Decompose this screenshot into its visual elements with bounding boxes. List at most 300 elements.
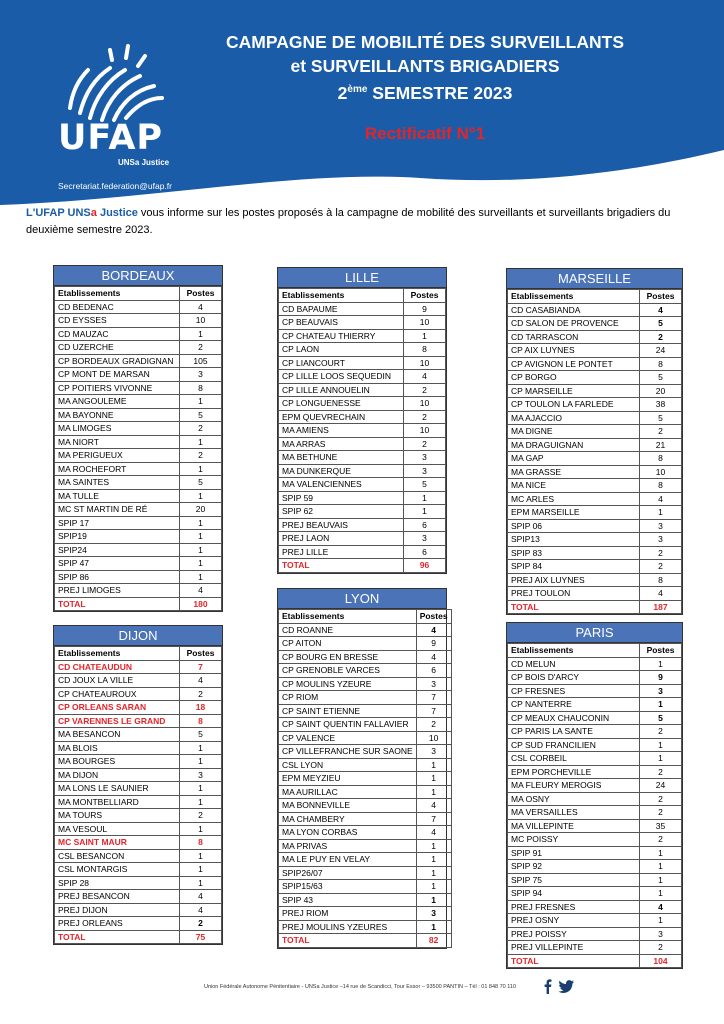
table-row: [55, 728, 222, 742]
table-row: [279, 691, 452, 705]
table-row: [55, 863, 222, 877]
establishment-cell: CD CASABIANDA: [508, 303, 640, 317]
table-row: [55, 903, 222, 917]
table-row: [279, 518, 446, 532]
table-row: [55, 795, 222, 809]
posts-cell: 3: [416, 677, 451, 691]
total-row: [55, 930, 222, 944]
table-row: [508, 425, 682, 439]
column-header-posts: Postes: [416, 610, 451, 624]
establishment-cell: MA BLOIS: [55, 741, 180, 755]
posts-cell: 38: [640, 398, 682, 412]
posts-cell: 1: [180, 849, 222, 863]
establishment-cell: CD BEDENAC: [55, 300, 180, 314]
establishment-cell: SPIP 94: [508, 887, 640, 901]
posts-cell: 1: [180, 557, 222, 571]
establishment-cell: PREJ ORLEANS: [55, 917, 180, 931]
establishment-cell: PREJ LILLE: [279, 545, 404, 559]
table-row: [279, 383, 446, 397]
table-row: [279, 907, 452, 921]
establishment-cell: CP CHATEAUROUX: [55, 687, 180, 701]
table-row: [508, 819, 682, 833]
establishment-cell: CP LONGUENESSE: [279, 397, 404, 411]
column-header-establishments: Etablissements: [508, 644, 640, 658]
table-row: [508, 479, 682, 493]
establishment-cell: SPIP 62: [279, 505, 404, 519]
posts-cell: 8: [180, 381, 222, 395]
establishment-cell: PREJ DIJON: [55, 903, 180, 917]
table-row: [508, 900, 682, 914]
table-row: [508, 533, 682, 547]
posts-cell: 1: [640, 506, 682, 520]
table-row: [55, 300, 222, 314]
posts-cell: 9: [640, 671, 682, 685]
posts-cell: 2: [180, 422, 222, 436]
title-line-1: CAMPAGNE DE MOBILITÉ DES SURVEILLANTS: [226, 32, 624, 52]
region-table-paris: [506, 622, 683, 969]
region-title: BORDEAUX: [54, 266, 222, 286]
establishment-cell: MA ANGOULEME: [55, 395, 180, 409]
establishment-cell: MC ST MARTIN DE RÉ: [55, 503, 180, 517]
table-row: [55, 584, 222, 598]
posts-cell: 1: [180, 863, 222, 877]
intro-text: vous informe sur les postes proposés à la campagne de mobilité des surveillants et surveillants brigadiers du deuxième semestre 2023.: [26, 207, 671, 236]
table-row: [508, 941, 682, 955]
posts-cell: 1: [416, 866, 451, 880]
table-row: [279, 839, 452, 853]
posts-cell: 1: [416, 839, 451, 853]
establishment-cell: SPIP 47: [55, 557, 180, 571]
posts-cell: 3: [640, 927, 682, 941]
region-title: LILLE: [278, 268, 446, 288]
intro-brand: L'UFAP UNSa Justice: [26, 207, 138, 219]
total-value: 82: [416, 934, 451, 948]
posts-cell: 1: [180, 741, 222, 755]
social-icons: [541, 978, 577, 994]
posts-table: [54, 286, 222, 611]
table-row: [508, 587, 682, 601]
establishment-cell: MA VALENCIENNES: [279, 478, 404, 492]
table-row: [55, 768, 222, 782]
table-row: [279, 704, 452, 718]
establishment-cell: CP AIX LUYNES: [508, 344, 640, 358]
posts-cell: 8: [640, 452, 682, 466]
table-row: [279, 410, 446, 424]
posts-cell: 1: [416, 853, 451, 867]
table-row: [55, 687, 222, 701]
establishment-cell: CD MAUZAC: [55, 327, 180, 341]
total-value: 180: [180, 597, 222, 611]
posts-cell: 4: [180, 674, 222, 688]
posts-cell: 1: [180, 516, 222, 530]
posts-cell: 1: [416, 920, 451, 934]
posts-cell: 105: [180, 354, 222, 368]
posts-cell: 1: [640, 657, 682, 671]
establishment-cell: MA AMIENS: [279, 424, 404, 438]
page-title: [200, 30, 650, 105]
table-row: [55, 849, 222, 863]
establishment-cell: PREJ TOULON: [508, 587, 640, 601]
posts-cell: 1: [640, 873, 682, 887]
establishment-cell: CP PARIS LA SANTE: [508, 725, 640, 739]
posts-cell: 1: [180, 327, 222, 341]
table-row: [55, 341, 222, 355]
table-row: [508, 465, 682, 479]
posts-cell: 5: [180, 728, 222, 742]
establishment-cell: MA BAYONNE: [55, 408, 180, 422]
table-row: [508, 698, 682, 712]
establishment-cell: MA DIJON: [55, 768, 180, 782]
title-line-2: et SURVEILLANTS BRIGADIERS: [290, 56, 560, 76]
column-header-posts: Postes: [180, 287, 222, 301]
establishment-cell: SPIP24: [55, 543, 180, 557]
posts-cell: 3: [180, 368, 222, 382]
table-row: [279, 893, 452, 907]
table-row: [55, 381, 222, 395]
table-row: [55, 836, 222, 850]
table-row: [279, 464, 446, 478]
table-row: [508, 384, 682, 398]
establishment-cell: PREJ LIMOGES: [55, 584, 180, 598]
table-row: [55, 714, 222, 728]
table-row: [55, 530, 222, 544]
table-row: [279, 532, 446, 546]
posts-cell: 5: [640, 411, 682, 425]
posts-table: [278, 288, 446, 573]
table-row: [279, 437, 446, 451]
establishment-cell: CP TOULON LA FARLEDE: [508, 398, 640, 412]
establishment-cell: CP CHATEAU THIERRY: [279, 329, 404, 343]
table-row: [508, 371, 682, 385]
table-row: [508, 657, 682, 671]
region-title: MARSEILLE: [507, 269, 682, 289]
table-header-row: [279, 289, 446, 303]
column-header-establishments: Etablissements: [55, 287, 180, 301]
posts-cell: 20: [180, 503, 222, 517]
posts-cell: 1: [640, 846, 682, 860]
total-row: [279, 559, 446, 573]
establishment-cell: CP POITIERS VIVONNE: [55, 381, 180, 395]
establishment-cell: SPIP 91: [508, 846, 640, 860]
table-row: [279, 343, 446, 357]
facebook-icon[interactable]: [545, 979, 552, 994]
establishment-cell: MA GRASSE: [508, 465, 640, 479]
establishment-cell: CP AVIGNON LE PONTET: [508, 357, 640, 371]
table-row: [279, 812, 452, 826]
establishment-cell: EPM QUEVRECHAIN: [279, 410, 404, 424]
posts-cell: 2: [404, 437, 446, 451]
posts-cell: 10: [180, 314, 222, 328]
posts-table: [54, 646, 222, 944]
establishment-cell: MA VERSAILLES: [508, 806, 640, 820]
posts-cell: 2: [416, 718, 451, 732]
establishment-cell: CSL MONTARGIS: [55, 863, 180, 877]
establishment-cell: PREJ BEAUVAIS: [279, 518, 404, 532]
posts-cell: 1: [180, 570, 222, 584]
table-row: [508, 519, 682, 533]
table-row: [508, 317, 682, 331]
posts-cell: 4: [640, 303, 682, 317]
table-row: [508, 357, 682, 371]
posts-table: [507, 289, 682, 614]
intro-paragraph: [26, 205, 706, 239]
posts-cell: 4: [416, 650, 451, 664]
establishment-cell: CD UZERCHE: [55, 341, 180, 355]
region-table-lyon: [277, 588, 447, 949]
table-row: [279, 758, 452, 772]
table-row: [508, 806, 682, 820]
posts-cell: 1: [180, 876, 222, 890]
establishment-cell: CP MONT DE MARSAN: [55, 368, 180, 382]
establishment-cell: CSL BESANCON: [55, 849, 180, 863]
table-row: [508, 560, 682, 574]
table-row: [508, 330, 682, 344]
table-row: [55, 462, 222, 476]
posts-cell: 1: [404, 329, 446, 343]
table-row: [55, 395, 222, 409]
posts-cell: 1: [416, 880, 451, 894]
table-row: [508, 711, 682, 725]
establishment-cell: MA AURILLAC: [279, 785, 417, 799]
table-row: [508, 546, 682, 560]
establishment-cell: CP VALENCE: [279, 731, 417, 745]
table-row: [279, 745, 452, 759]
establishment-cell: SPIP13: [508, 533, 640, 547]
contact-email[interactable]: Secretariat.federation@ufap.fr: [58, 181, 172, 191]
posts-cell: 2: [180, 809, 222, 823]
table-row: [55, 422, 222, 436]
establishment-cell: PREJ POISSY: [508, 927, 640, 941]
table-row: [508, 438, 682, 452]
establishment-cell: CP SAINT QUENTIN FALLAVIER: [279, 718, 417, 732]
posts-cell: 4: [180, 300, 222, 314]
table-row: [279, 424, 446, 438]
posts-cell: 8: [180, 714, 222, 728]
posts-cell: 1: [180, 435, 222, 449]
posts-cell: 8: [404, 343, 446, 357]
table-row: [508, 873, 682, 887]
establishment-cell: PREJ BESANCON: [55, 890, 180, 904]
establishment-cell: CSL LYON: [279, 758, 417, 772]
posts-cell: 2: [640, 330, 682, 344]
establishment-cell: EPM MARSEILLE: [508, 506, 640, 520]
establishment-cell: MA MONTBELLIARD: [55, 795, 180, 809]
establishment-cell: CP ORLEANS SARAN: [55, 701, 180, 715]
region-title: PARIS: [507, 623, 682, 643]
posts-table: [278, 609, 452, 948]
posts-cell: 7: [416, 812, 451, 826]
establishment-cell: MA BOURGES: [55, 755, 180, 769]
establishment-cell: MA NIORT: [55, 435, 180, 449]
establishment-cell: MA LONS LE SAUNIER: [55, 782, 180, 796]
establishment-cell: MA AJACCIO: [508, 411, 640, 425]
posts-cell: 7: [416, 691, 451, 705]
total-value: 96: [404, 559, 446, 573]
table-row: [279, 370, 446, 384]
table-row: [508, 725, 682, 739]
establishment-cell: MA BONNEVILLE: [279, 799, 417, 813]
posts-cell: 5: [640, 317, 682, 331]
establishment-cell: SPIP 75: [508, 873, 640, 887]
posts-cell: 2: [404, 410, 446, 424]
table-row: [508, 411, 682, 425]
total-row: [55, 597, 222, 611]
table-row: [279, 799, 452, 813]
establishment-cell: MA DIGNE: [508, 425, 640, 439]
posts-cell: 5: [640, 371, 682, 385]
establishment-cell: CD JOUX LA VILLE: [55, 674, 180, 688]
establishment-cell: CP LAON: [279, 343, 404, 357]
table-row: [55, 327, 222, 341]
establishment-cell: MA ROCHEFORT: [55, 462, 180, 476]
posts-cell: 2: [640, 833, 682, 847]
posts-cell: 4: [416, 799, 451, 813]
total-value: 104: [640, 954, 682, 968]
establishment-cell: EPM PORCHEVILLE: [508, 765, 640, 779]
establishment-cell: CP LILLE ANNOUELIN: [279, 383, 404, 397]
table-row: [55, 476, 222, 490]
posts-cell: 1: [180, 489, 222, 503]
establishment-cell: CP AITON: [279, 637, 417, 651]
posts-cell: 1: [180, 782, 222, 796]
posts-cell: 1: [404, 505, 446, 519]
posts-cell: 2: [640, 765, 682, 779]
posts-cell: 2: [180, 341, 222, 355]
region-title: DIJON: [54, 626, 222, 646]
total-label: TOTAL: [55, 597, 180, 611]
establishment-cell: CP LIANCOURT: [279, 356, 404, 370]
twitter-icon[interactable]: [558, 980, 574, 993]
posts-cell: 3: [640, 519, 682, 533]
posts-cell: 9: [404, 302, 446, 316]
table-row: [55, 354, 222, 368]
table-row: [279, 826, 452, 840]
posts-cell: 1: [180, 755, 222, 769]
establishment-cell: CD CHATEAUDUN: [55, 660, 180, 674]
total-label: TOTAL: [279, 934, 417, 948]
total-row: [508, 954, 682, 968]
table-row: [508, 792, 682, 806]
table-row: [279, 920, 452, 934]
table-header-row: [508, 644, 682, 658]
column-header-establishments: Etablissements: [55, 647, 180, 661]
posts-cell: 5: [404, 478, 446, 492]
establishment-cell: CP BORDEAUX GRADIGNAN: [55, 354, 180, 368]
table-row: [508, 887, 682, 901]
table-row: [279, 316, 446, 330]
posts-cell: 10: [404, 424, 446, 438]
table-row: [279, 545, 446, 559]
posts-cell: 1: [640, 738, 682, 752]
column-header-posts: Postes: [404, 289, 446, 303]
establishment-cell: SPIP 17: [55, 516, 180, 530]
table-row: [279, 397, 446, 411]
posts-cell: 5: [180, 408, 222, 422]
establishment-cell: MA VILLEPINTE: [508, 819, 640, 833]
establishment-cell: MA LYON CORBAS: [279, 826, 417, 840]
table-row: [55, 674, 222, 688]
table-row: [279, 356, 446, 370]
table-row: [55, 701, 222, 715]
table-row: [55, 809, 222, 823]
table-row: [508, 914, 682, 928]
posts-cell: 2: [640, 941, 682, 955]
posts-cell: 8: [640, 357, 682, 371]
table-row: [55, 489, 222, 503]
table-row: [55, 822, 222, 836]
establishment-cell: CD SALON DE PROVENCE: [508, 317, 640, 331]
posts-cell: 3: [640, 533, 682, 547]
column-header-posts: Postes: [640, 290, 682, 304]
posts-cell: 5: [180, 476, 222, 490]
posts-cell: 4: [640, 587, 682, 601]
column-header-establishments: Etablissements: [279, 289, 404, 303]
table-row: [55, 876, 222, 890]
posts-cell: 24: [640, 344, 682, 358]
posts-cell: 6: [404, 518, 446, 532]
column-header-establishments: Etablissements: [508, 290, 640, 304]
total-value: 187: [640, 600, 682, 614]
table-row: [55, 503, 222, 517]
posts-cell: 2: [640, 806, 682, 820]
posts-table: [507, 643, 682, 968]
posts-cell: 4: [180, 903, 222, 917]
posts-cell: 1: [640, 752, 682, 766]
table-row: [508, 765, 682, 779]
posts-cell: 3: [416, 907, 451, 921]
establishment-cell: CSL CORBEIL: [508, 752, 640, 766]
table-header-row: [508, 290, 682, 304]
establishment-cell: SPIP26/07: [279, 866, 417, 880]
establishment-cell: CP BOIS D'ARCY: [508, 671, 640, 685]
establishment-cell: CP MOULINS YZEURE: [279, 677, 417, 691]
posts-cell: 1: [416, 785, 451, 799]
establishment-cell: MA FLEURY MEROGIS: [508, 779, 640, 793]
posts-cell: 3: [416, 745, 451, 759]
region-title: LYON: [278, 589, 446, 609]
total-label: TOTAL: [508, 954, 640, 968]
region-table-lille: [277, 267, 447, 574]
table-row: [279, 880, 452, 894]
posts-cell: 4: [416, 826, 451, 840]
logo-text: UFAP: [58, 118, 164, 158]
posts-cell: 6: [404, 545, 446, 559]
posts-cell: 10: [416, 731, 451, 745]
table-row: [55, 890, 222, 904]
table-row: [508, 927, 682, 941]
table-header-row: [55, 647, 222, 661]
establishment-cell: CP VARENNES LE GRAND: [55, 714, 180, 728]
table-row: [55, 516, 222, 530]
posts-cell: 3: [404, 464, 446, 478]
establishment-cell: CP VILLEFRANCHE SUR SAONE: [279, 745, 417, 759]
establishment-cell: CP LILLE LOOS SEQUEDIN: [279, 370, 404, 384]
posts-cell: 4: [180, 890, 222, 904]
posts-cell: 4: [180, 584, 222, 598]
establishment-cell: CD BAPAUME: [279, 302, 404, 316]
posts-cell: 1: [180, 795, 222, 809]
posts-cell: 1: [640, 887, 682, 901]
table-row: [508, 833, 682, 847]
posts-cell: 7: [180, 660, 222, 674]
logo-subtitle: UNSa Justice: [118, 158, 170, 167]
table-row: [508, 344, 682, 358]
table-row: [55, 570, 222, 584]
posts-cell: 1: [640, 860, 682, 874]
establishment-cell: PREJ MOULINS YZEURES: [279, 920, 417, 934]
column-header-posts: Postes: [180, 647, 222, 661]
table-row: [508, 303, 682, 317]
